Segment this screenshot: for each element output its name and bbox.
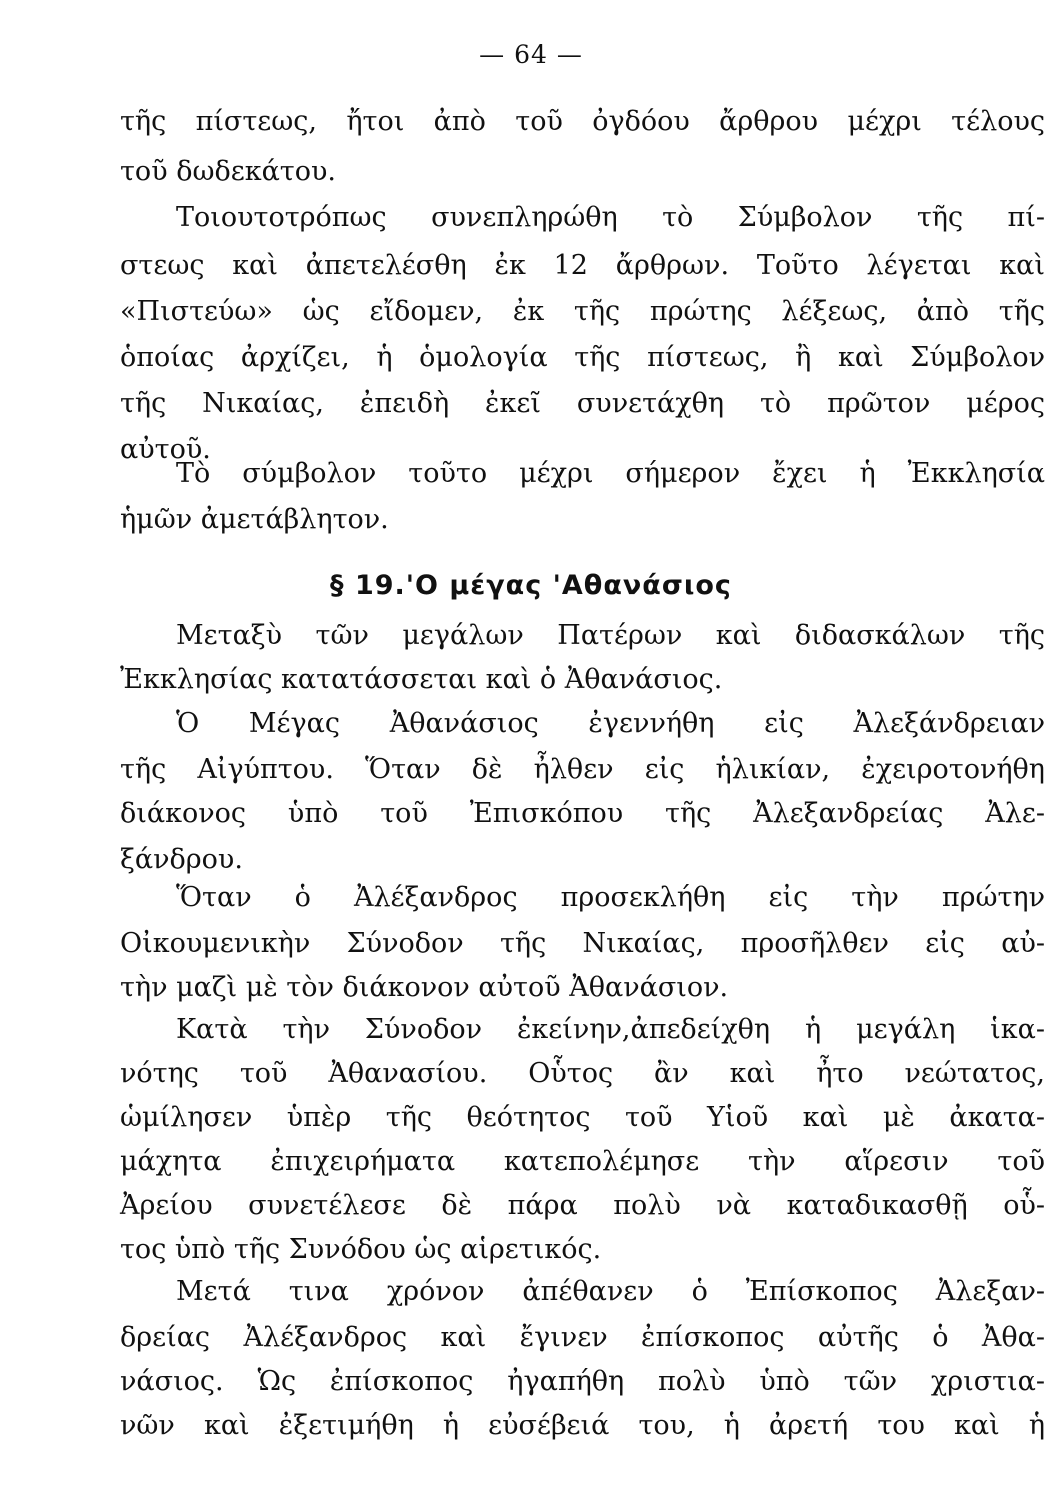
text-line: Τοιουτοτρόπως συνεπληρώθη τὸ Σύμβολον τῆς πί- — [176, 202, 1045, 233]
section-heading: § 19.'Ο μέγας 'Αθανάσιος — [330, 570, 732, 601]
text-line: ἡμῶν ἀμετάβλητον. — [120, 504, 389, 535]
text-line: νότης τοῦ Ἀθανασίου. Οὗτος ἂν καὶ ἦτο νεώτατος, — [120, 1058, 1045, 1089]
text-line: τοῦ δωδεκάτου. — [120, 156, 336, 187]
text-line: δρείας Ἀλέξανδρος καὶ ἔγινεν ἐπίσκοπος αὐτῆς ὁ Ἀθα- — [120, 1322, 1045, 1353]
text-line: τὴν μαζὶ μὲ τὸν διάκονον αὐτοῦ Ἀθανάσιον. — [120, 972, 729, 1003]
text-line: Ἐκκλησίας κατατάσσεται καὶ ὁ Ἀθανάσιος. — [120, 664, 723, 695]
page-number: — 64 — — [479, 40, 583, 69]
text-line: Μετά τινα χρόνον ἀπέθανεν ὁ Ἐπίσκοπος Ἀλεξαν- — [176, 1276, 1045, 1307]
text-line: τῆς Νικαίας, ἐπειδὴ ἐκεῖ συνετάχθη τὸ πρῶτον μέρος — [120, 388, 1045, 419]
text-line: νῶν καὶ ἐξετιμήθη ἡ εὐσέβειά του, ἡ ἀρετή του καὶ ἡ — [120, 1410, 1045, 1441]
text-line: ὡμίλησεν ὑπὲρ τῆς θεότητος τοῦ Υἱοῦ καὶ μὲ ἀκατα- — [120, 1102, 1045, 1133]
text-line: Οἰκουμενικὴν Σύνοδον τῆς Νικαίας, προσῆλθεν εἰς αὐ- — [120, 928, 1045, 959]
text-line: Μεταξὺ τῶν μεγάλων Πατέρων καὶ διδασκάλων τῆς — [176, 620, 1045, 651]
text-line: Κατὰ τὴν Σύνοδον ἐκείνην,ἀπεδείχθη ἡ μεγάλη ἱκα- — [176, 1014, 1045, 1045]
text-line: «Πιστεύω» ὡς εἴδομεν, ἐκ τῆς πρώτης λέξεως, ἀπὸ τῆς — [120, 296, 1045, 327]
text-line: μάχητα ἐπιχειρήματα κατεπολέμησε τὴν αἵρεσιν τοῦ — [120, 1146, 1045, 1177]
text-line: Ἀρείου συνετέλεσε δὲ πάρα πολὺ νὰ καταδικασθῇ οὗ- — [120, 1190, 1045, 1221]
text-line: διάκονος ὑπὸ τοῦ Ἐπισκόπου τῆς Ἀλεξανδρείας Ἀλε- — [120, 798, 1045, 829]
text-line: ὁποίας ἀρχίζει, ἡ ὁμολογία τῆς πίστεως, ἢ καὶ Σύμβολον — [120, 342, 1045, 373]
text-line: αὐτοῦ. — [120, 434, 211, 465]
text-line: Ὅταν ὁ Ἀλέξανδρος προσεκλήθη εἰς τὴν πρώτην — [176, 882, 1045, 913]
text-line: τος ὑπὸ τῆς Συνόδου ὡς αἱρετικός. — [120, 1234, 602, 1265]
text-line: τῆς πίστεως, ἤτοι ἀπὸ τοῦ ὀγδόου ἄρθρου μέχρι τέλους — [120, 106, 1045, 137]
text-line: στεως καὶ ἀπετελέσθη ἐκ 12 ἄρθρων. Τοῦτο λέγεται καὶ — [120, 250, 1045, 281]
text-line: τῆς Αἰγύπτου. Ὅταν δὲ ἦλθεν εἰς ἡλικίαν, ἐχειροτονήθη — [120, 754, 1045, 785]
text-line: Τὸ σύμβολον τοῦτο μέχρι σήμερον ἔχει ἡ Ἐκκλησία — [176, 458, 1045, 489]
text-line: Ὁ Μέγας Ἀθανάσιος ἐγεννήθη εἰς Ἀλεξάνδρειαν — [176, 708, 1045, 739]
text-line: ξάνδρου. — [120, 844, 243, 875]
text-line: νάσιος. Ὡς ἐπίσκοπος ἠγαπήθη πολὺ ὑπὸ τῶν χριστια- — [120, 1366, 1045, 1397]
